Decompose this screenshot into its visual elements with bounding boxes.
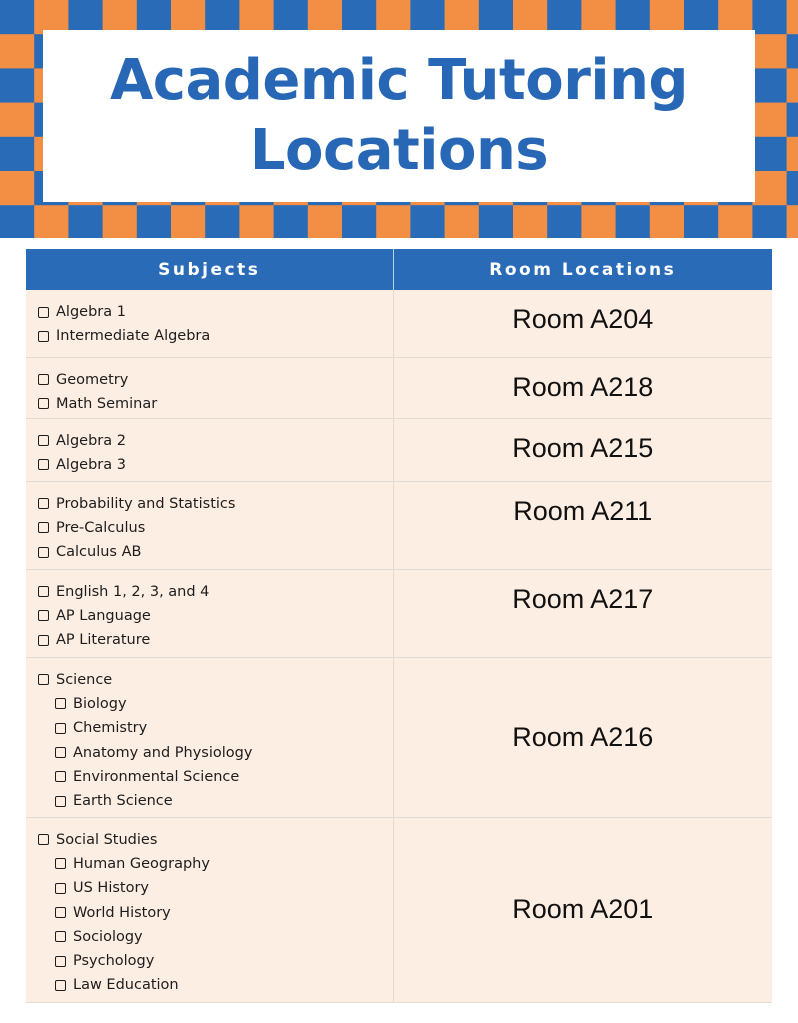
subject-list xyxy=(26,290,393,349)
checkbox-icon xyxy=(55,723,66,734)
subject-list xyxy=(26,358,393,417)
subject-list xyxy=(26,419,393,478)
subjects-cell xyxy=(26,817,393,1002)
checkbox-icon xyxy=(38,834,49,845)
subject-label: Probability and Statistics xyxy=(56,495,236,512)
subject-label: Psychology xyxy=(73,953,155,970)
subject-item xyxy=(38,604,393,628)
checkered-banner xyxy=(0,0,798,238)
subject-label: Sociology xyxy=(73,928,143,945)
checkbox-icon xyxy=(55,883,66,894)
checkbox-icon xyxy=(55,858,66,869)
subject-item xyxy=(38,540,393,564)
subject-list xyxy=(26,658,393,814)
checkbox-icon xyxy=(55,698,66,709)
title-line-2: Locations xyxy=(249,118,549,183)
subject-label: Math Seminar xyxy=(56,395,158,412)
subject-label: Law Education xyxy=(73,977,179,994)
checkbox-icon xyxy=(55,771,66,782)
checkbox-icon xyxy=(38,522,49,533)
subjects-cell xyxy=(26,357,393,418)
table-row xyxy=(26,290,772,357)
subject-label: Geometry xyxy=(56,371,129,388)
room-location: Room A217 xyxy=(512,583,654,614)
checkbox-icon xyxy=(38,435,49,446)
subjects-cell xyxy=(26,290,393,357)
subject-item xyxy=(38,789,393,813)
subject-label: Pre-Calculus xyxy=(56,519,146,536)
subject-label: Social Studies xyxy=(56,831,158,848)
subject-label: Chemistry xyxy=(73,720,148,737)
subject-label: Human Geography xyxy=(73,855,210,872)
subjects-cell xyxy=(26,481,393,569)
subjects-cell xyxy=(26,418,393,481)
room-cell xyxy=(393,418,772,481)
subject-label: Algebra 3 xyxy=(56,456,126,473)
checkbox-icon xyxy=(38,586,49,597)
subject-label: Earth Science xyxy=(73,793,173,810)
subject-item xyxy=(38,429,393,453)
room-location: Room A201 xyxy=(512,894,654,924)
subject-item xyxy=(38,324,393,348)
table-row xyxy=(26,657,772,817)
checkbox-icon xyxy=(55,747,66,758)
checkbox-icon xyxy=(38,331,49,342)
checkbox-icon xyxy=(38,459,49,470)
subject-label: Environmental Science xyxy=(73,768,240,785)
subject-item xyxy=(38,580,393,604)
table-row xyxy=(26,481,772,569)
subjects-cell xyxy=(26,569,393,657)
table-header-row xyxy=(26,249,772,290)
subject-list xyxy=(26,482,393,565)
subject-label: Calculus AB xyxy=(56,544,142,561)
checkbox-icon xyxy=(38,398,49,409)
checkbox-icon xyxy=(38,307,49,318)
subject-list xyxy=(26,570,393,653)
room-cell xyxy=(393,481,772,569)
subject-item xyxy=(38,828,393,852)
room-cell xyxy=(393,357,772,418)
title-box xyxy=(43,30,755,202)
subject-item xyxy=(38,973,393,997)
checkbox-icon xyxy=(38,374,49,385)
subject-label: Anatomy and Physiology xyxy=(73,744,253,761)
title-line-1: Academic Tutoring xyxy=(109,48,689,113)
subjects-cell xyxy=(26,657,393,817)
subject-item xyxy=(38,492,393,516)
subject-label: AP Literature xyxy=(56,632,151,649)
table-row xyxy=(26,357,772,418)
room-cell xyxy=(393,569,772,657)
subject-item xyxy=(38,716,393,740)
room-location: Room A216 xyxy=(512,721,654,752)
subject-label: US History xyxy=(73,880,150,897)
subject-item xyxy=(38,692,393,716)
room-location: Room A218 xyxy=(512,371,654,402)
checkbox-icon xyxy=(38,635,49,646)
room-location: Room A211 xyxy=(513,495,653,526)
subject-item xyxy=(38,852,393,876)
subject-label: English 1, 2, 3, and 4 xyxy=(56,583,210,600)
subject-item xyxy=(38,453,393,477)
table-row xyxy=(26,817,772,1002)
subject-item xyxy=(38,628,393,652)
subject-label: AP Language xyxy=(56,607,151,624)
room-location: Room A204 xyxy=(512,304,654,334)
room-location: Room A215 xyxy=(512,432,654,463)
checkbox-icon xyxy=(38,498,49,509)
subject-item xyxy=(38,765,393,789)
subject-item xyxy=(38,368,393,392)
checkbox-icon xyxy=(55,907,66,918)
subject-item xyxy=(38,876,393,900)
checkbox-icon xyxy=(55,956,66,967)
column-header-subjects: Subjects xyxy=(26,249,393,290)
page-title xyxy=(110,46,688,186)
room-cell xyxy=(393,290,772,357)
checkbox-icon xyxy=(55,931,66,942)
subject-label: Intermediate Algebra xyxy=(56,328,211,345)
subject-label: Science xyxy=(56,671,113,688)
checkbox-icon xyxy=(55,796,66,807)
checkbox-icon xyxy=(38,547,49,558)
subject-item xyxy=(38,949,393,973)
subject-item xyxy=(38,300,393,324)
subject-label: World History xyxy=(73,904,171,921)
room-cell xyxy=(393,817,772,1002)
subject-item xyxy=(38,925,393,949)
subject-label: Algebra 2 xyxy=(56,432,126,449)
subject-list xyxy=(26,818,393,998)
table-row xyxy=(26,418,772,481)
column-header-room-locations: Room Locations xyxy=(393,249,772,290)
checkbox-icon xyxy=(55,980,66,991)
room-cell xyxy=(393,657,772,817)
subject-item xyxy=(38,516,393,540)
checkbox-icon xyxy=(38,674,49,685)
subject-item xyxy=(38,740,393,764)
subject-item xyxy=(38,668,393,692)
subject-item xyxy=(38,900,393,924)
table-row xyxy=(26,569,772,657)
locations-table xyxy=(26,249,772,1003)
subject-item xyxy=(38,392,393,416)
subject-label: Biology xyxy=(73,695,127,712)
subject-label: Algebra 1 xyxy=(56,304,126,321)
checkbox-icon xyxy=(38,610,49,621)
